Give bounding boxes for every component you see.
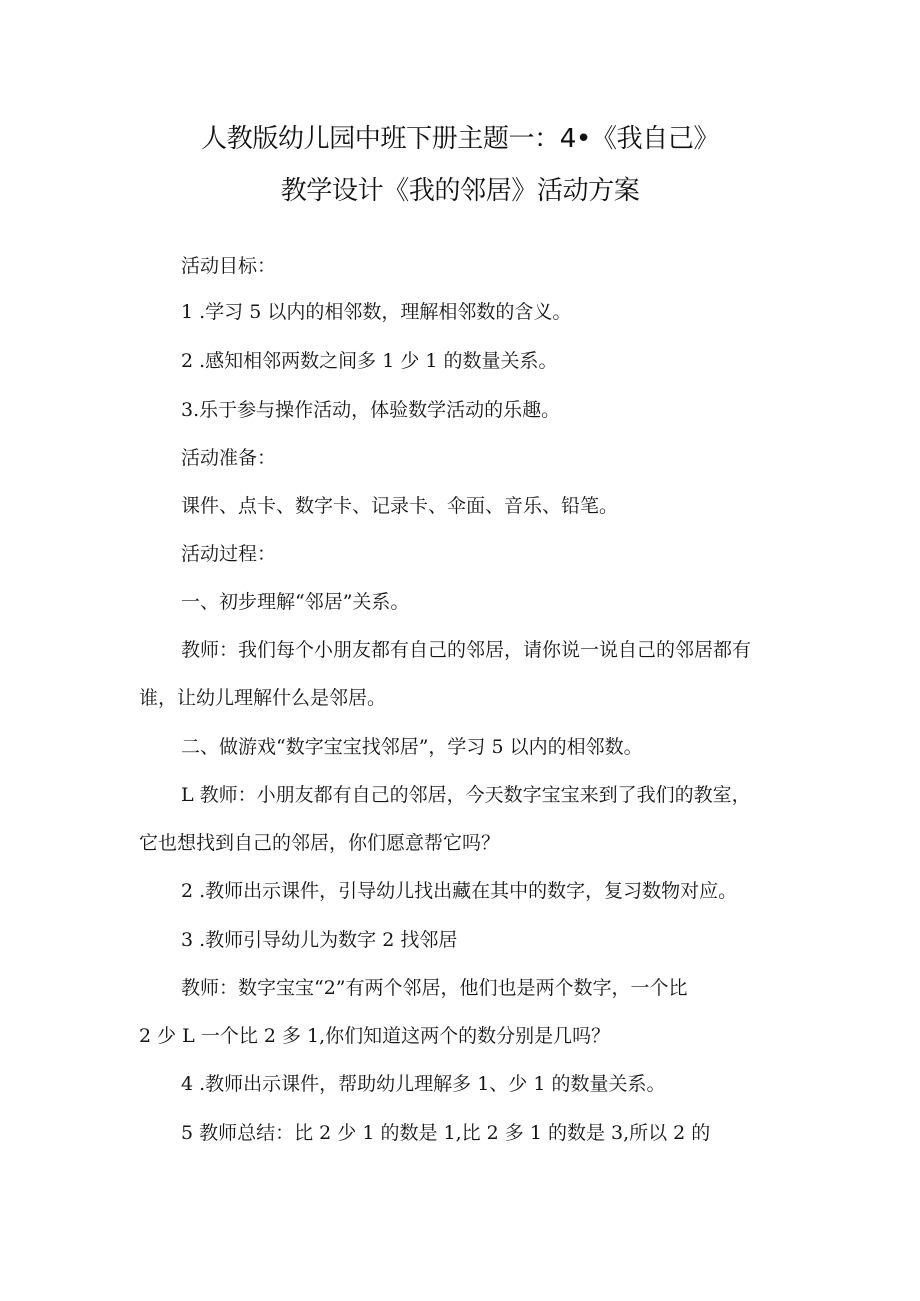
paragraph: 4 .教师出示课件，帮助幼儿理解多 1、少 1 的数量关系。 bbox=[181, 1073, 666, 1095]
paragraph: 2 .教师出示课件，引导幼儿找出藏在其中的数字，复习数物对应。 bbox=[181, 880, 738, 902]
paragraph: 教师：数字宝宝“2”有两个邻居，他们也是两个数字，一个比 bbox=[181, 977, 688, 999]
paragraph: 课件、点卡、数字卡、记录卡、伞面、音乐、铅笔。 bbox=[181, 495, 619, 517]
paragraph: 二、做游戏“数字宝宝找邻居”，学习 5 以内的相邻数。 bbox=[181, 736, 643, 758]
section-heading-goals: 活动目标： bbox=[181, 255, 277, 277]
paragraph: 1 .学习 5 以内的相邻数，理解相邻数的含义。 bbox=[181, 301, 572, 323]
paragraph: 教师：我们每个小朋友都有自己的邻居，请你说一说自己的邻居都有 bbox=[181, 639, 752, 661]
paragraph: 一、初步理解“邻居”关系。 bbox=[181, 591, 410, 613]
paragraph-continuation: 它也想找到自己的邻居，你们愿意帮它吗？ bbox=[139, 832, 501, 854]
paragraph: 3.乐于参与操作活动，体验数学活动的乐趣。 bbox=[181, 399, 561, 421]
paragraph: L 教师：小朋友都有自己的邻居，今天数字宝宝来到了我们的教室， bbox=[181, 784, 751, 806]
paragraph-continuation: 谁，让幼儿理解什么是邻居。 bbox=[139, 687, 387, 709]
paragraph: 2 .感知相邻两数之间多 1 少 1 的数量关系。 bbox=[181, 350, 558, 372]
document-title-line-1: 人教版幼儿园中班下册主题一：4•《我自己》 bbox=[201, 124, 719, 154]
paragraph-continuation: 2 少 L 一个比 2 多 1,你们知道这两个的数分别是几吗？ bbox=[139, 1025, 611, 1047]
paragraph: 3 .教师引导幼儿为数字 2 找邻居 bbox=[181, 929, 458, 951]
paragraph: 5 教师总结：比 2 少 1 的数是 1,比 2 多 1 的数是 3,所以 2 的 bbox=[181, 1122, 711, 1144]
section-heading-preparation: 活动准备： bbox=[181, 447, 277, 469]
document-title-line-2: 教学设计《我的邻居》活动方案 bbox=[280, 176, 640, 206]
section-heading-process: 活动过程： bbox=[181, 543, 277, 565]
